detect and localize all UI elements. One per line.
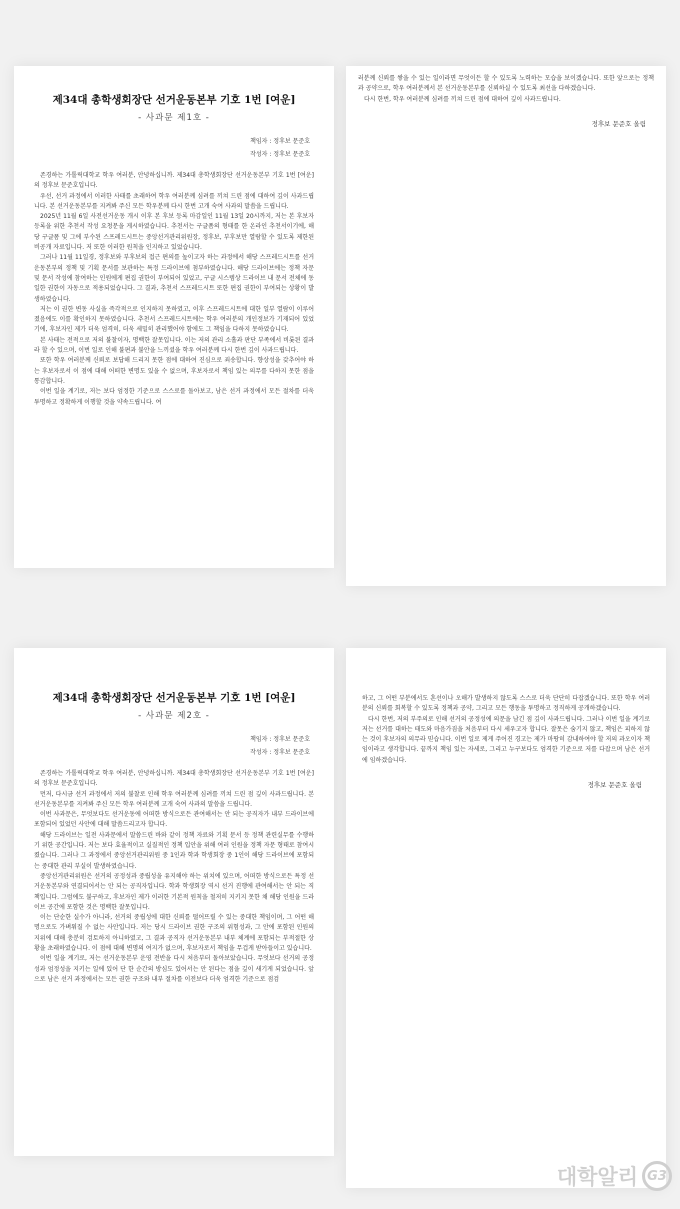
paragraph: 2025년 11월 6일 사전선거운동 개시 이후 본 후보 등록 마감일인 11월 13일 20시까지, 저는 본 후보자 등록을 위한 추천서 작성 요청문을 게시하였습니다. 추천서는 구글폼의 형태를 한 온라인 추천서이기에, 해당 구글폼 및 그에 부수된 스프레드시트는 중앙선거관리위원장, 정후보, 부후보만 열람할 수 있도록 제한된 비공개 자료입니다. 저 또한 이러한 원칙을 인지하고 있었습니다. (34, 213, 314, 252)
document-title: 제34대 총학생회장단 선거운동본부 기호 1번 [여운] (52, 94, 296, 106)
signature-line: 정후보 문준호 올림 (587, 781, 642, 790)
document-title: 제34대 총학생회장단 선거운동본부 기호 1번 [여운] (52, 692, 296, 704)
watermark-logo (557, 1161, 672, 1191)
signers-block (34, 135, 314, 161)
apology-1-page-2 (346, 66, 666, 586)
paragraph: 이는 단순한 실수가 아니라, 선거의 중립성에 대한 신뢰를 떨어뜨릴 수 있는 중대한 책임이며, 그 어떤 해명으로도 가벼워질 수 없는 사안입니다. 저는 당시 드라이브 권한 구조의 위험성과, 그 안에 포함된 인원의 지위에 대해 충분히 검토하지 아니하였고, 그 결과 공직자 선거운동본부 내부 체계에 포함되는 부적절한 상황을 초래하였습니다. 이 점에 대해 변명의 여지가 없으며, 후보자로서 책임을 무겁게 받아들이고 있습니다. (34, 914, 314, 953)
paragraph: 해당 드라이브는 일전 사과문에서 말씀드린 바와 같이 정책 자료와 기획 문서 등 정책 관련실무를 수행하기 위한 공간입니다. 저는 보다 효율적이고 실질적인 정책 입안을 위해 여러 인원을 정책 자문 형태로 참여시켰습니다. 그러나 그 과정에서 중앙선거관리위원 중 1인과 학과 학생회장 중 1인이 해당 드라이브에 포함되는 중대한 관리 부실이 발생하였습니다. (34, 831, 314, 870)
paragraph: 이번 일을 계기로, 저는 선거운동본부 운영 전반을 다시 처음부터 돌아보았습니다. 무엇보다 선거의 공정성과 엄정성을 지키는 일에 있어 단 한 순간의 방심도 있어서는 안 된다는 점을 깊이 새기게 되었습니다. 앞으로 남은 선거 과정에서는 모든 권한 구조와 내부 절차를 이전보다 더욱 엄격한 기준으로 점검 (34, 955, 314, 983)
paragraph: 이번 일을 계기로, 저는 보다 엄정한 기준으로 스스로를 돌아보고, 남은 선거 과정에서 모든 절차를 더욱 투명하고 정확하게 이행할 것을 약속드립니다. 여 (34, 388, 314, 406)
paragraph: 다시 한번, 학우 여러분께 심려를 끼쳐 드린 점에 대하여 깊이 사과드립니다. (364, 95, 561, 103)
signers-block (34, 733, 314, 759)
author: 작성자 : 정후보 문준호 (250, 151, 310, 158)
paragraph: 중앙선거관리위원은 선거의 공정성과 중립성을 유지해야 하는 위치에 있으며, 어떠한 방식으로든 특정 선거운동본부와 연결되어서는 안 되는 공직자입니다. 학과 학생회장 역시 선거 진행에 관여해서는 안 되는 직책입니다. 그럼에도 불구하고, 후보자인 제가 이러한 기본적 원칙을 철저히 지키지 못한 채 해당 인원을 드라이브 공간에 포함한 것은 명백한 잘못입니다. (34, 872, 314, 911)
apology-1-page-1 (14, 66, 334, 568)
responsible-person: 책임자 : 정후보 문준호 (250, 736, 310, 743)
paragraph: 하고, 그 어떤 부분에서도 혼선이나 오해가 발생하지 않도록 스스로 더욱 단단히 다잡겠습니다. 또한 학우 여러분의 신뢰를 회복할 수 있도록 정책과 공약, 그리고 모든 행동을 투명하고 정직하게 공개하겠습니다. (362, 695, 650, 713)
paragraph: 본 사태는 전적으로 저의 불찰이자, 명백한 잘못입니다. 이는 저의 관리 소홀과 판단 부족에서 비롯된 결과라 할 수 있으며, 이번 일로 인해 불편과 불안을 느끼셨을 학우 여러분께 다시 한번 깊이 사과드립니다. (34, 336, 314, 355)
watermark-badge-icon: G3 (642, 1161, 672, 1191)
apology-2-page-2 (346, 648, 666, 1188)
document-body (34, 769, 314, 985)
paragraph: 그러나 11월 11일경, 정후보와 부후보의 접근 편의를 높이고자 하는 과정에서 해당 스프레드시트를 선거운동본부의 정책 및 기획 문서를 보관하는 특정 드라이브에 첨부하였습니다. 해당 드라이브에는 정책 자문 및 문서 작성에 참여하는 인원에게 편집 권한이 부여되어 있었고, 구글 시스템상 드라이브 내 문서 전체에 동일한 권한이 자동으로 적용되었습니다. 그 결과, 추천서 스프레드시트 또한 편집 권한이 부여되는 상황이 발생하였습니다. (34, 254, 314, 303)
paragraph: 우선, 선거 과정에서 이러한 사태를 초래하여 학우 여러분께 심려를 끼쳐 드린 점에 대하여 깊이 사과드립니다. 본 선거운동본부를 지켜봐 주신 모든 학우분께 다시 한번 고개 숙여 사과의 말씀을 드립니다. (34, 192, 314, 210)
paragraph: 또한 학우 여러분께 신뢰로 보답해 드리지 못한 점에 대하여 진심으로 죄송합니다. 향상성을 갖추어야 하는 후보자로서 이 점에 대해 어떠한 변명도 있을 수 없으며, 후보자로서 책임 있는 의무를 다하지 못한 점을 통감합니다. (34, 357, 314, 385)
paragraph: 저는 이 권한 변동 사실을 즉각적으로 인지하지 못하였고, 이후 스프레드시트에 대한 일부 열람이 이루어졌음에도 이를 확인하지 못하였습니다. 추천서 스프레드시트에는 학우 여러분의 개인정보가 기재되어 있었기에, 후보자인 제가 더욱 엄격히, 더욱 세밀히 관리했어야 함에도 그 책임을 다하지 못하였습니다. (34, 305, 314, 334)
paragraph: 이번 사과문은, 무엇보다도 선거운동에 어떠한 방식으로든 관여해서는 안 되는 공직자가 내부 드라이브에 포함되어 있었던 사안에 대해 말씀드리고자 합니다. (34, 811, 314, 829)
document-body (34, 171, 314, 408)
author: 작성자 : 정후보 문준호 (250, 749, 310, 756)
paragraph: 러분께 신뢰를 쌓을 수 있는 일이라면 무엇이든 할 수 있도록 노력하는 모습을 보이겠습니다. 또한 앞으로는 정책과 공약으로, 학우 여러분께서 본 선거운동본부를 신뢰하실 수 있도록 최선을 다하겠습니다. (358, 75, 654, 93)
document-body (358, 74, 654, 105)
document-body (362, 694, 650, 766)
apology-2-page-1 (14, 648, 334, 1156)
paragraph: 먼저, 다시금 선거 과정에서 저의 불찰로 인해 학우 여러분께 심려를 끼쳐 드린 점 깊이 사과드립니다. 본 선거운동본부를 지켜봐 주신 모든 학우 여러분께 고개 숙여 사과의 말씀을 드립니다. (34, 790, 314, 808)
watermark-text: 대학알리 (556, 1165, 638, 1189)
signature-line: 정후보 문준호 올림 (591, 119, 646, 128)
paragraph: 존경하는 가톨릭대학교 학우 여러분, 안녕하십니까. 제34대 총학생회장단 선거운동본부 기호 1번 [여운]의 정후보 문준호입니다. (34, 770, 314, 788)
document-subtitle: - 사과문 제1호 - (138, 113, 210, 123)
paragraph: 존경하는 가톨릭대학교 학우 여러분, 안녕하십니까. 제34대 총학생회장단 선거운동본부 기호 1번 [여운]의 정후보 문준호입니다. (34, 172, 314, 190)
paragraph: 다시 한번, 저의 부주의로 인해 선거의 공정성에 의문을 남긴 점 깊이 사과드립니다. 그러나 이번 일을 계기로 저는 선거를 대하는 태도와 마음가짐을 처음부터 다시 세우고자 합니다. 잘못은 숨기지 않고, 책임은 피하지 않는 것이 후보자의 의무라 믿습니다. 이번 일로 제게 주어진 경고는 제가 마땅히 감내하여야 할 저의 과오이자 책임이라고 생각합니다. 끝까지 책임 있는 자세로, 그리고 누구보다도 엄격한 기준으로 저를 다잡으며 남은 선거에 임하겠습니다. (362, 715, 650, 764)
document-subtitle: - 사과문 제2호 - (138, 711, 210, 721)
responsible-person: 책임자 : 정후보 문준호 (250, 138, 310, 145)
